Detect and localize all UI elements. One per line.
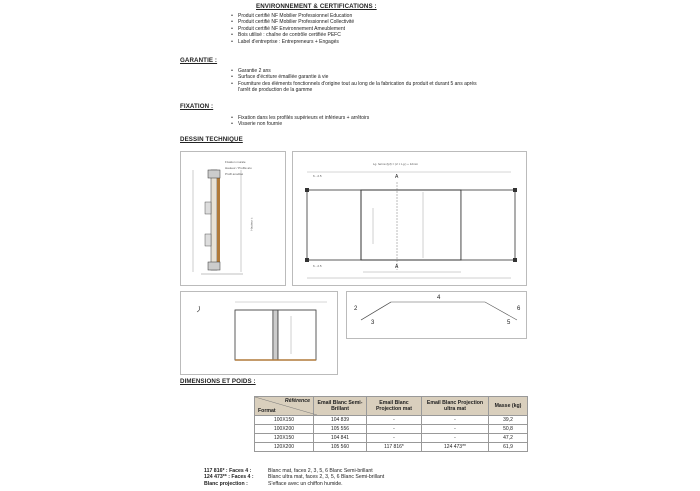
side-label: Profil anodisé [225,172,244,176]
section-mark-bottom: A [395,264,399,270]
fixation-title: FIXATION : [180,103,214,110]
list-item: • Garantie 2 ans [231,68,271,74]
env-title: ENVIRONNEMENT & CERTIFICATIONS : [256,3,377,10]
header-reference: Référence [284,398,310,404]
fixation-list [226,115,369,128]
dimensions-title: DIMENSIONS ET POIDS : [180,378,256,385]
list-item: • Visserie non fournie [231,121,283,128]
side-profile-drawing [180,151,286,286]
list-item: • Produit certifié NF Mobilier Professionnel Education [231,13,353,19]
dessin-title: DESSIN TECHNIQUE [180,136,243,143]
env-list [226,13,354,45]
front-note-top: 6 - 2.5 [313,174,322,178]
header-format: Format [258,408,276,414]
header-masse: Masse (kg) [489,397,528,416]
header-semi: Email Blanc Semi-Brillant [314,397,367,416]
face-3-label: 3 [371,320,375,326]
list-item: l'arrêt de production de la gamme [238,87,313,94]
side-label: Hauteur / Profilé alu [225,166,252,170]
face-4-label: 4 [437,295,441,301]
header-ultra: Email Blanc Projection ultra mat [422,397,489,416]
face-2-label: 2 [354,306,358,312]
side-label: Hauteur ± [249,217,254,231]
footnote: 117 816* : Faces 4 : Blanc mat, faces 2, 3, 5, 6 Blanc Semi-brillant [204,468,373,474]
footnote: Blanc projection : S'efface avec un chiffon humide. [204,480,343,487]
dimensions-table [254,396,528,452]
table-header-row [255,397,528,416]
section-drawing [180,291,338,375]
list-item: • Bois utilisé : chaîne de contrôle certifiée PEFC [231,32,341,39]
faces-drawing [346,291,527,339]
table-row: 100X200 105 556 - - 50,8 [255,425,528,434]
footnote: 124 473** : Faces 4 : Blanc ultra mat, faces 2, 3, 5, 6 Blanc Semi-brillant [204,474,385,481]
face-6-label: 6 [517,306,521,312]
list-item: • Label d'entreprise : Entrepreneurs + Engagés [231,38,339,45]
footnotes [204,468,384,487]
list-item: • Fourniture des éléments fonctionnels d'origine tout au long de la fabrication du produit et durant 5 ans après [231,80,477,87]
list-item: • Fixation dans les profilés supérieurs et inférieurs + arrêtoirs [231,115,370,121]
list-item: • Produit certifié NF Environnement Ameublement [231,25,345,32]
list-item: • Surface d'écriture émaillée garantie à vie [231,74,329,81]
table-row: 120X200 105 560 117 816* 124 473** 61,9 [255,443,528,452]
front-view-svg [293,152,526,285]
section-svg [181,292,337,374]
garantie-list [226,68,477,94]
header-mat: Email Blanc Projection mat [367,397,422,416]
face-5-label: 5 [507,320,511,326]
side-label: Fixation murale [225,160,246,164]
front-note-bottom: 6 - 2.5 [313,264,322,268]
list-item: • Produit certifié NF Mobilier Professionnel Collectivité [231,19,355,26]
front-view-drawing [292,151,527,286]
table-row: 100X150 104 839 - - 39,2 [255,416,528,425]
table-row: 120X150 104 841 - - 47,2 [255,434,528,443]
garantie-title: GARANTIE : [180,57,218,64]
front-top-label: Lg. fermé (lpf) = (2 × Lg.) + 12mm [373,162,419,166]
section-mark-top: A [395,174,399,180]
